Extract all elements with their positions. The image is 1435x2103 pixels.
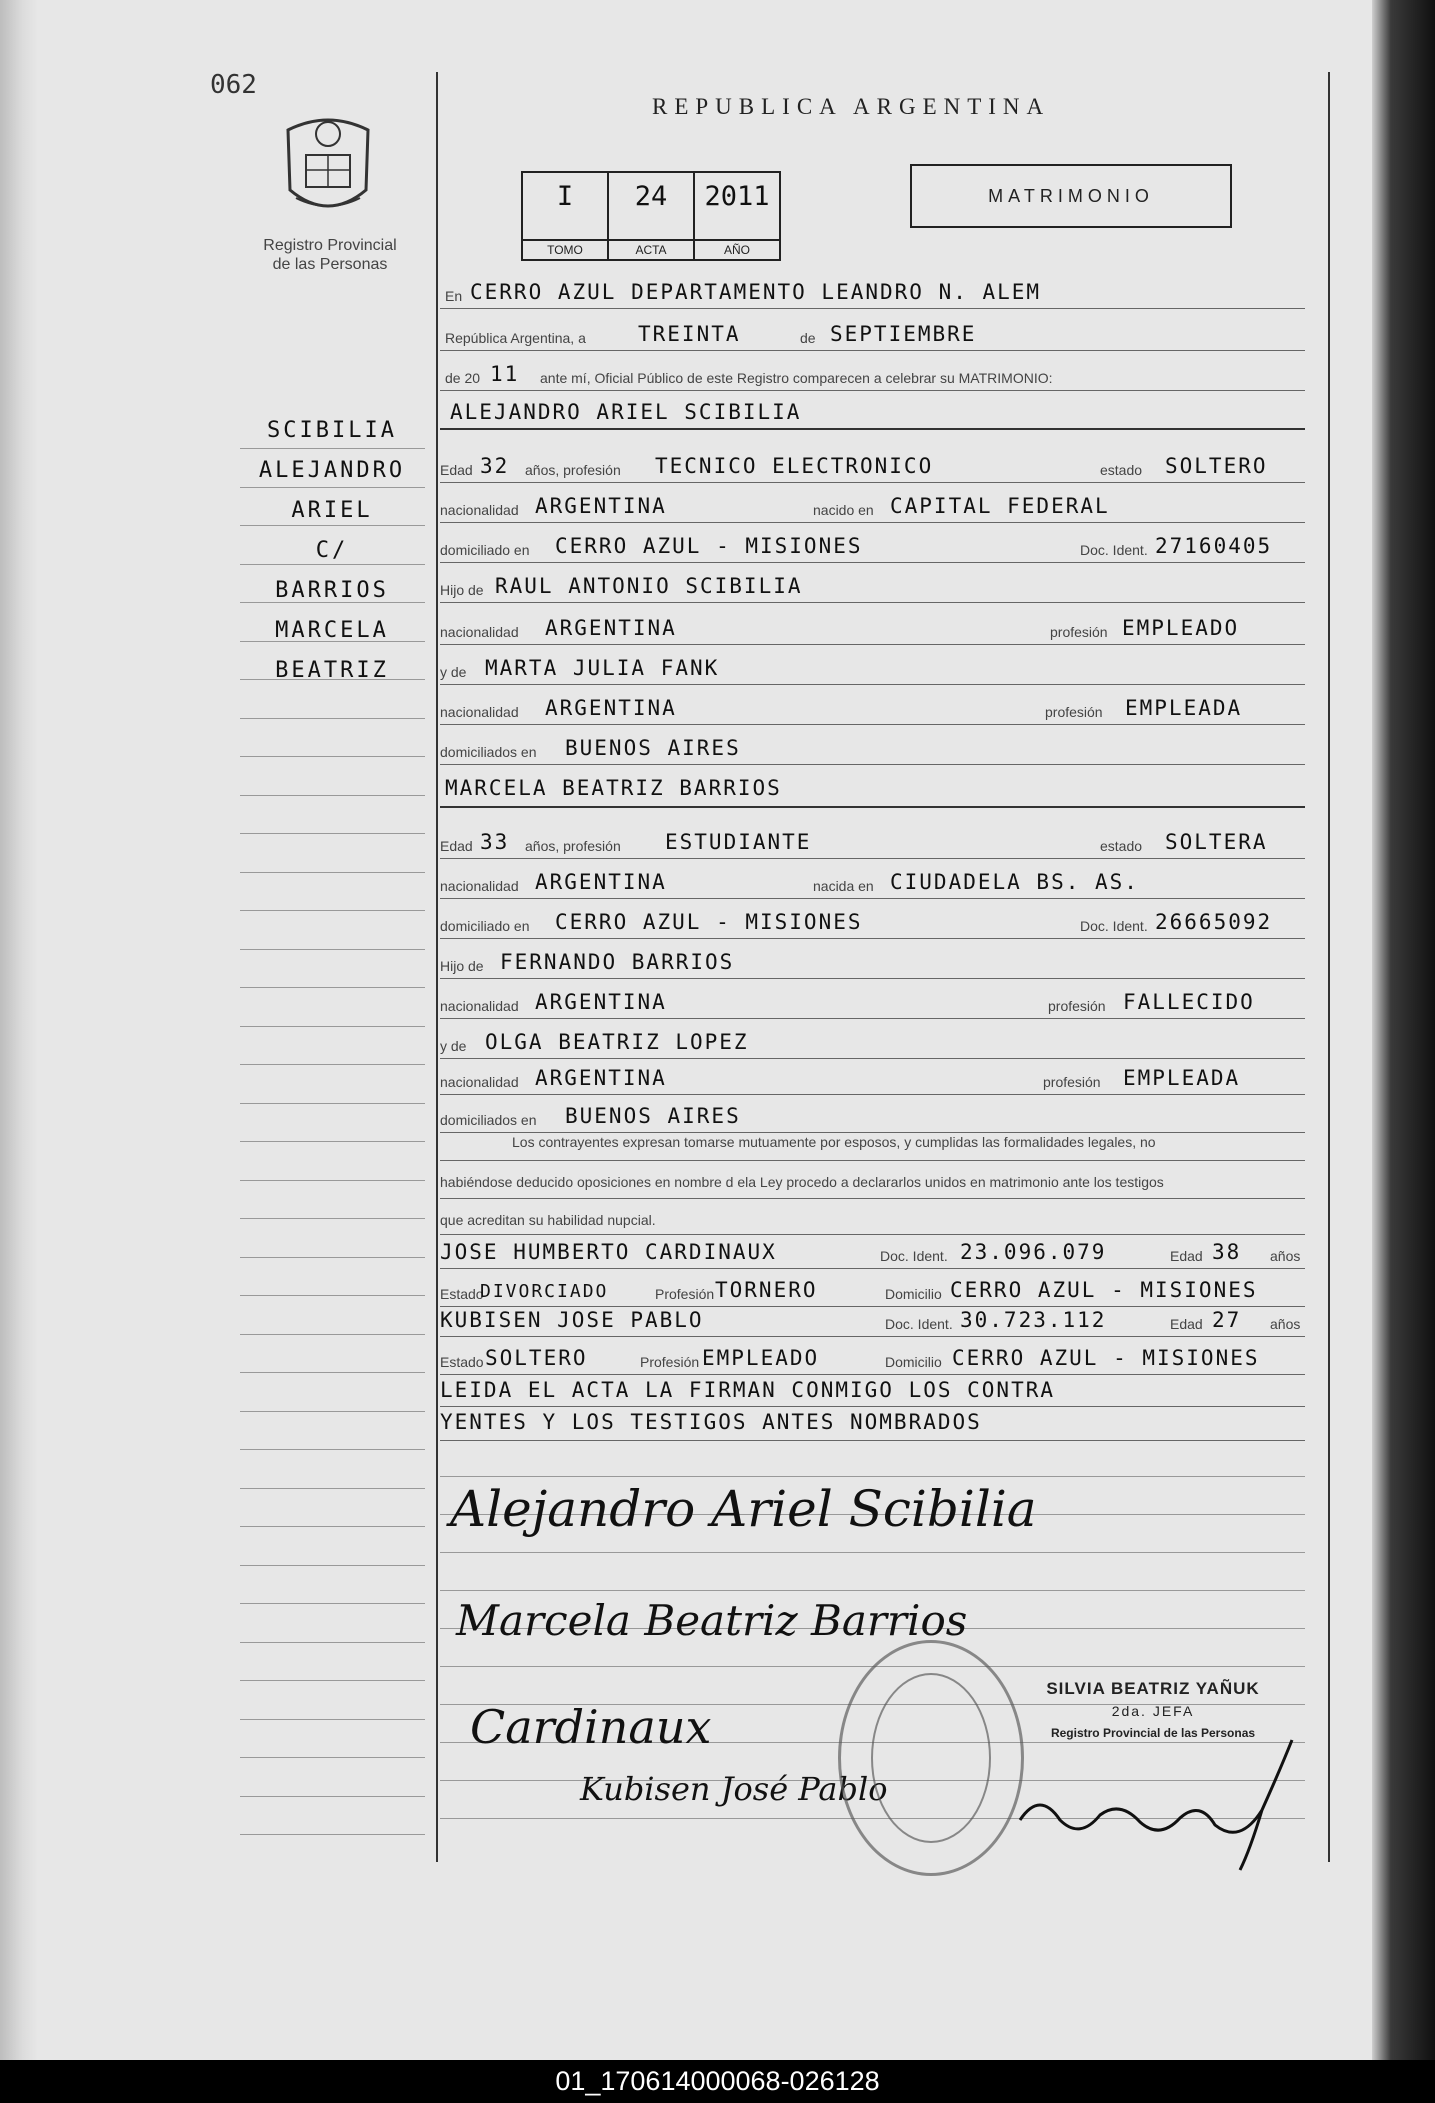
margin-ruled-line	[240, 525, 425, 526]
official-signature-icon	[1000, 1730, 1300, 1880]
witness2-detail-row: Estado SOLTERO Profesión EMPLEADO Domicilio CERRO AZUL - MISIONES	[440, 1346, 1260, 1370]
footer-id: 01_170614000068-026128	[0, 2060, 1435, 2103]
margin-ruled-line	[240, 872, 425, 873]
binding-edge	[0, 0, 38, 2060]
document-title: REPUBLICA ARGENTINA	[652, 94, 1051, 119]
margin-ruled-line	[240, 448, 425, 449]
signature-ruled-line	[440, 1476, 1305, 1477]
acta-cell: 24 ACTA	[609, 173, 695, 259]
spouse2-father-row: Hijo de FERNANDO BARRIOS	[440, 950, 735, 974]
closing-line-2: YENTES Y LOS TESTIGOS ANTES NOMBRADOS	[440, 1410, 982, 1434]
signature-witness2: Kubisen José Pablo	[580, 1770, 888, 1808]
spouse2-name-row: MARCELA BEATRIZ BARRIOS	[445, 776, 782, 800]
spouse2-mother-nat-row: nacionalidad ARGENTINA profesión EMPLEADA	[440, 1066, 1241, 1090]
official-role: 2da. JEFA	[1111, 1703, 1195, 1719]
margin-ruled-line	[240, 1603, 425, 1604]
page-number: 062	[210, 70, 257, 100]
spouse2-nationality-row: nacionalidad ARGENTINA nacida en CIUDADELA BS. AS.	[440, 870, 1139, 894]
spouse2-age-row: Edad 33 años, profesión ESTUDIANTE estado SOLTERA	[440, 830, 1268, 854]
margin-ruled-line	[240, 756, 425, 757]
margin-name: MARCELA	[275, 618, 389, 643]
margin-ruled-line	[240, 487, 425, 488]
place-row: En CERRO AZUL DEPARTAMENTO LEANDRO N. ALEM	[445, 280, 1042, 304]
spouse2-address-row: domiciliado en CERRO AZUL - MISIONES Doc. Ident. 26665092	[440, 910, 1273, 934]
record-type-box: MATRIMONIO	[910, 164, 1232, 228]
declaration-line-3: que acreditan su habilidad nupcial.	[440, 1212, 656, 1228]
margin-ruled-line	[240, 1141, 425, 1142]
margin-ruled-line	[240, 1295, 425, 1296]
margin-ruled-line	[240, 1796, 425, 1797]
margin-name: BEATRIZ	[275, 658, 389, 683]
registry-label: Registro Provincial de las Personas	[263, 237, 397, 273]
anio-cell: 2011 AÑO	[695, 173, 779, 259]
official-registry: Registro Provincial de las Personas	[1050, 1726, 1256, 1740]
margin-name: BARRIOS	[275, 578, 389, 603]
declaration-line-1: Los contrayentes expresan tomarse mutuamente por esposos, y cumplidas las formalidades legales, no	[512, 1134, 1156, 1150]
margin-ruled-line	[240, 1488, 425, 1489]
margin-ruled-line	[240, 1334, 425, 1335]
margin-ruled-line	[240, 910, 425, 911]
right-rule	[1328, 72, 1330, 1862]
spouse2-mother-row: y de OLGA BEATRIZ LOPEZ	[440, 1030, 749, 1054]
spouse1-father-nat-row: nacionalidad ARGENTINA profesión EMPLEADO	[440, 616, 1240, 640]
provincial-seal-icon	[278, 110, 378, 222]
tomo-acta-anio-box	[521, 171, 781, 261]
margin-ruled-line	[240, 1449, 425, 1450]
margin-ruled-line	[240, 1180, 425, 1181]
witness1-row: JOSE HUMBERTO CARDINAUX Doc. Ident. 23.096.079 Edad 38 años	[440, 1240, 1301, 1264]
signature-witness1: Cardinaux	[470, 1700, 712, 1754]
closing-line-1: LEIDA EL ACTA LA FIRMAN CONMIGO LOS CONTRA	[440, 1378, 1056, 1402]
signature-spouse2: Marcela Beatriz Barrios	[456, 1596, 968, 1645]
spouse1-mother-row: y de MARTA JULIA FANK	[440, 656, 720, 680]
spouse1-mother-nat-row: nacionalidad ARGENTINA profesión EMPLEADA	[440, 696, 1243, 720]
margin-name: C/	[315, 538, 349, 563]
margin-ruled-line	[240, 1411, 425, 1412]
margin-ruled-line	[240, 1218, 425, 1219]
spouse2-parents-address-row: domiciliados en BUENOS AIRES	[440, 1104, 741, 1128]
margin-ruled-line	[240, 1372, 425, 1373]
date-row: República Argentina, a TREINTA de SEPTIEMBRE	[445, 322, 977, 346]
spouse1-father-row: Hijo de RAUL ANTONIO SCIBILIA	[440, 574, 803, 598]
signature-ruled-line	[440, 1552, 1305, 1553]
margin-ruled-line	[240, 1257, 425, 1258]
margin-ruled-line	[240, 1680, 425, 1681]
year-row: de 20 11 ante mí, Oficial Público de este Registro comparecen a celebrar su MATRIMONIO:	[445, 362, 1053, 386]
spouse2-father-nat-row: nacionalidad ARGENTINA profesión FALLECIDO	[440, 990, 1255, 1014]
margin-ruled-line	[240, 1719, 425, 1720]
margin-ruled-line	[240, 1757, 425, 1758]
margin-ruled-line	[240, 987, 425, 988]
margin-ruled-line	[240, 1064, 425, 1065]
margin-ruled-line	[240, 718, 425, 719]
margin-ruled-line	[240, 795, 425, 796]
margin-ruled-line	[240, 564, 425, 565]
margin-ruled-line	[240, 1103, 425, 1104]
spouse1-name-row: ALEJANDRO ARIEL SCIBILIA	[450, 400, 802, 424]
margin-name: ALEJANDRO	[258, 458, 406, 483]
declaration-line-2: habiéndose deducido oposiciones en nombre d ela Ley procedo a declararlos unidos en matrimonio ante los testigos	[440, 1174, 1164, 1190]
signature-spouse1: Alejandro Ariel Scibilia	[450, 1480, 1037, 1538]
margin-rule	[436, 72, 438, 1862]
margin-ruled-line	[240, 1026, 425, 1027]
margin-ruled-line	[240, 1565, 425, 1566]
margin-name: ARIEL	[291, 498, 373, 523]
witness1-detail-row: Estado DIVORCIADO Profesión TORNERO Domicilio CERRO AZUL - MISIONES	[440, 1278, 1258, 1302]
margin-ruled-line	[240, 833, 425, 834]
margin-name: SCIBILIA	[267, 418, 397, 443]
margin-ruled-line	[240, 949, 425, 950]
official-name: SILVIA BEATRIZ YAÑUK	[1046, 1679, 1260, 1698]
tomo-cell: I TOMO	[523, 173, 609, 259]
spouse1-parents-address-row: domiciliados en BUENOS AIRES	[440, 736, 741, 760]
spouse1-age-row: Edad 32 años, profesión TECNICO ELECTRONICO estado SOLTERO	[440, 454, 1268, 478]
page-edge-shadow	[1372, 0, 1435, 2060]
registry-stamp-icon	[838, 1640, 1024, 1876]
spouse1-address-row: domiciliado en CERRO AZUL - MISIONES Doc. Ident. 27160405	[440, 534, 1273, 558]
margin-ruled-line	[240, 1642, 425, 1643]
signature-ruled-line	[440, 1590, 1305, 1591]
spouse1-nationality-row: nacionalidad ARGENTINA nacido en CAPITAL FEDERAL	[440, 494, 1110, 518]
witness2-row: KUBISEN JOSE PABLO Doc. Ident. 30.723.112 Edad 27 años	[440, 1308, 1301, 1332]
margin-ruled-line	[240, 1834, 425, 1835]
margin-ruled-line	[240, 1526, 425, 1527]
